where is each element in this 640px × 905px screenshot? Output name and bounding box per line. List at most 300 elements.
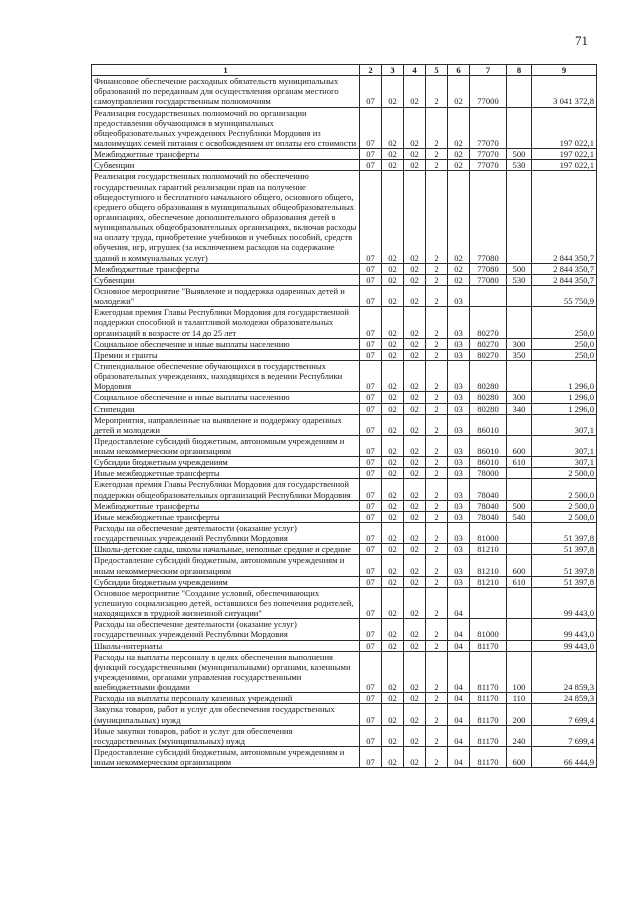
cell-subsection: 02 [382,349,404,360]
cell-expense-type: 300 [507,392,532,403]
cell-program: 02 [404,619,426,640]
cell-amount: 2 500,0 [532,511,597,522]
cell-description: Субсидии бюджетным учреждениям [92,457,360,468]
cell-amount: 55 750,9 [532,285,597,306]
cell-description: Премии и гранты [92,349,360,360]
cell-subsection: 02 [382,160,404,171]
cell-program: 02 [404,403,426,414]
table-row [92,457,597,468]
cell-expense-type: 300 [507,338,532,349]
cell-description: Межбюджетные трансферты [92,500,360,511]
cell-section: 07 [360,619,382,640]
cell-program: 02 [404,544,426,555]
cell-amount: 250,0 [532,338,597,349]
cell-subsection: 02 [382,555,404,576]
cell-direction: 80280 [470,392,507,403]
table-row [92,576,597,587]
budget-table [91,64,597,768]
cell-event: 04 [448,587,470,618]
cell-amount: 24 859,3 [532,693,597,704]
cell-section: 07 [360,76,382,107]
cell-program: 02 [404,576,426,587]
cell-expense-type [507,76,532,107]
cell-program: 02 [404,149,426,160]
cell-expense-type [507,619,532,640]
cell-direction: 77080 [470,274,507,285]
cell-subsection: 02 [382,725,404,746]
cell-expense-type [507,307,532,338]
cell-subprogram: 2 [426,107,448,149]
cell-subsection: 02 [382,274,404,285]
cell-expense-type: 200 [507,704,532,725]
cell-event: 03 [448,468,470,479]
cell-subprogram: 2 [426,555,448,576]
cell-description: Реализация государственных полномочий по обеспечению государственных гарантий реализации прав на получение общедоступного и бесплатного начального общего, основного общего, среднего общего образования в муниципальных общеобразовательных организациях, обеспечение дополнительного образования детей в муниципальных общеобразовательных организациях, включая расходы на оплату труда, приобретение учебников и учебных пособий, средств обучения, игр, игрушек (за исключением расходов на содержание зданий и коммунальных услуг) [92,171,360,263]
cell-subprogram: 2 [426,414,448,435]
cell-program: 02 [404,263,426,274]
cell-direction: 81000 [470,619,507,640]
cell-subsection: 02 [382,587,404,618]
cell-event: 03 [448,349,470,360]
cell-event: 03 [448,500,470,511]
cell-expense-type [507,587,532,618]
cell-direction [470,285,507,306]
header-cell: 9 [532,65,597,76]
table-row [92,544,597,555]
table-row [92,149,597,160]
table-row [92,349,597,360]
cell-subprogram: 2 [426,76,448,107]
cell-section: 07 [360,360,382,391]
cell-subprogram: 2 [426,693,448,704]
cell-expense-type: 610 [507,457,532,468]
cell-event: 04 [448,704,470,725]
cell-event: 03 [448,360,470,391]
header-cell: 5 [426,65,448,76]
cell-subsection: 02 [382,693,404,704]
cell-description: Мероприятия, направленные на выявление и поддержку одаренных детей и молодежи [92,414,360,435]
cell-amount: 197 022,1 [532,107,597,149]
cell-direction [470,587,507,618]
cell-event: 03 [448,555,470,576]
cell-subsection: 02 [382,619,404,640]
header-cell: 6 [448,65,470,76]
cell-expense-type: 340 [507,403,532,414]
cell-subsection: 02 [382,640,404,651]
cell-section: 07 [360,435,382,456]
table-row [92,640,597,651]
cell-program: 02 [404,414,426,435]
cell-expense-type [507,171,532,263]
cell-section: 07 [360,149,382,160]
cell-expense-type: 600 [507,747,532,768]
cell-event: 03 [448,511,470,522]
cell-program: 02 [404,107,426,149]
cell-event: 03 [448,307,470,338]
cell-program: 02 [404,587,426,618]
cell-direction: 81000 [470,523,507,544]
cell-section: 07 [360,479,382,500]
cell-expense-type: 600 [507,435,532,456]
cell-direction: 80270 [470,349,507,360]
cell-description: Субвенции [92,160,360,171]
table-row [92,360,597,391]
cell-event: 03 [448,479,470,500]
cell-subsection: 02 [382,544,404,555]
cell-subsection: 02 [382,107,404,149]
cell-program: 02 [404,640,426,651]
cell-description: Субсидии бюджетным учреждениям [92,576,360,587]
cell-amount: 99 443,0 [532,640,597,651]
header-cell: 4 [404,65,426,76]
cell-section: 07 [360,500,382,511]
cell-subsection: 02 [382,576,404,587]
cell-subsection: 02 [382,360,404,391]
cell-direction: 86010 [470,457,507,468]
cell-subsection: 02 [382,523,404,544]
cell-event: 03 [448,457,470,468]
cell-event: 03 [448,285,470,306]
cell-direction: 77080 [470,263,507,274]
cell-description: Основное мероприятие "Выявление и поддержка одаренных детей и молодежи" [92,285,360,306]
cell-direction: 80280 [470,360,507,391]
table-row [92,523,597,544]
cell-subprogram: 2 [426,160,448,171]
cell-amount: 2 500,0 [532,479,597,500]
cell-expense-type [507,360,532,391]
cell-subprogram: 2 [426,149,448,160]
cell-section: 07 [360,274,382,285]
cell-subsection: 02 [382,307,404,338]
cell-section: 07 [360,544,382,555]
cell-program: 02 [404,725,426,746]
cell-section: 07 [360,414,382,435]
cell-subsection: 02 [382,403,404,414]
cell-subsection: 02 [382,76,404,107]
cell-description: Школы-детские сады, школы начальные, неполные средние и средние [92,544,360,555]
cell-section: 07 [360,523,382,544]
cell-event: 02 [448,171,470,263]
table-row [92,704,597,725]
cell-section: 07 [360,285,382,306]
cell-subsection: 02 [382,457,404,468]
cell-section: 07 [360,338,382,349]
cell-program: 02 [404,160,426,171]
cell-subprogram: 2 [426,171,448,263]
cell-amount: 307,1 [532,414,597,435]
cell-amount: 250,0 [532,307,597,338]
cell-direction: 78040 [470,500,507,511]
cell-event: 02 [448,76,470,107]
cell-expense-type [507,544,532,555]
header-cell: 2 [360,65,382,76]
cell-event: 03 [448,392,470,403]
cell-section: 07 [360,640,382,651]
cell-subprogram: 2 [426,544,448,555]
cell-description: Финансовое обеспечение расходных обязательств муниципальных образований по переданным для осуществления органам местного самоуправления государственным полномочиям [92,76,360,107]
cell-description: Субвенции [92,274,360,285]
cell-amount: 66 444,9 [532,747,597,768]
header-row [92,65,597,76]
cell-description: Закупка товаров, работ и услуг для обеспечения государственных (муниципальных) нужд [92,704,360,725]
cell-event: 02 [448,263,470,274]
cell-subsection: 02 [382,468,404,479]
table-row [92,747,597,768]
cell-subprogram: 2 [426,457,448,468]
table-row [92,500,597,511]
cell-event: 04 [448,725,470,746]
header-cell: 1 [92,65,360,76]
cell-amount: 7 699,4 [532,704,597,725]
cell-amount: 51 397,8 [532,544,597,555]
cell-event: 03 [448,435,470,456]
cell-direction: 77000 [470,76,507,107]
cell-description: Иные межбюджетные трансферты [92,468,360,479]
cell-program: 02 [404,555,426,576]
cell-expense-type [507,640,532,651]
cell-event: 04 [448,640,470,651]
cell-section: 07 [360,171,382,263]
cell-amount: 2 844 350,7 [532,171,597,263]
cell-subprogram: 2 [426,403,448,414]
cell-subsection: 02 [382,338,404,349]
cell-program: 02 [404,285,426,306]
table-row [92,392,597,403]
table-row [92,263,597,274]
cell-description: Предоставление субсидий бюджетным, автономным учреждениям и иным некоммерческим организациям [92,747,360,768]
cell-expense-type: 240 [507,725,532,746]
table-row [92,555,597,576]
cell-subsection: 02 [382,511,404,522]
cell-subprogram: 2 [426,704,448,725]
cell-expense-type [507,468,532,479]
cell-program: 02 [404,479,426,500]
cell-amount: 24 859,3 [532,651,597,693]
cell-amount: 1 296,0 [532,392,597,403]
cell-amount: 2 844 350,7 [532,274,597,285]
cell-event: 04 [448,619,470,640]
cell-description: Иные закупки товаров, работ и услуг для обеспечения государственных (муниципальных) нужд [92,725,360,746]
cell-description: Социальное обеспечение и иные выплаты населению [92,392,360,403]
cell-subprogram: 2 [426,640,448,651]
cell-direction: 81170 [470,725,507,746]
cell-section: 07 [360,263,382,274]
cell-description: Предоставление субсидий бюджетным, автономным учреждениям и иным некоммерческим организациям [92,555,360,576]
cell-event: 03 [448,403,470,414]
cell-subprogram: 2 [426,360,448,391]
cell-subprogram: 2 [426,392,448,403]
cell-section: 07 [360,307,382,338]
cell-expense-type: 530 [507,160,532,171]
table-body [92,65,597,768]
cell-expense-type: 350 [507,349,532,360]
cell-expense-type [507,479,532,500]
cell-expense-type: 500 [507,149,532,160]
cell-program: 02 [404,704,426,725]
cell-subsection: 02 [382,651,404,693]
cell-section: 07 [360,403,382,414]
cell-expense-type: 540 [507,511,532,522]
cell-subprogram: 2 [426,725,448,746]
cell-subprogram: 2 [426,511,448,522]
cell-subprogram: 2 [426,747,448,768]
cell-program: 02 [404,338,426,349]
cell-amount: 51 397,8 [532,523,597,544]
cell-amount: 2 844 350,7 [532,263,597,274]
cell-amount: 7 699,4 [532,725,597,746]
cell-description: Основное мероприятие "Создание условий, обеспечивающих успешную социализацию детей, оставшихся без попечения родителей, находящихся в трудной жизненной ситуации" [92,587,360,618]
cell-event: 03 [448,576,470,587]
cell-expense-type: 600 [507,555,532,576]
cell-direction: 78040 [470,479,507,500]
cell-subprogram: 2 [426,651,448,693]
cell-program: 02 [404,651,426,693]
table-row [92,587,597,618]
cell-subprogram: 2 [426,274,448,285]
cell-section: 07 [360,747,382,768]
cell-amount: 51 397,8 [532,555,597,576]
cell-event: 03 [448,544,470,555]
cell-direction: 81170 [470,747,507,768]
cell-amount: 307,1 [532,457,597,468]
cell-section: 07 [360,349,382,360]
cell-expense-type: 500 [507,263,532,274]
cell-expense-type [507,285,532,306]
cell-section: 07 [360,468,382,479]
cell-description: Предоставление субсидий бюджетным, автономным учреждениям и иным некоммерческим организациям [92,435,360,456]
cell-description: Стипендии [92,403,360,414]
cell-direction: 77070 [470,107,507,149]
cell-event: 02 [448,107,470,149]
cell-description: Ежегодная премия Главы Республики Мордовия для государственной поддержки способной и талантливой молодежи образовательных организаций в возрасте от 14 до 25 лет [92,307,360,338]
cell-section: 07 [360,704,382,725]
cell-program: 02 [404,274,426,285]
cell-direction: 81170 [470,651,507,693]
table-row [92,274,597,285]
cell-subprogram: 2 [426,587,448,618]
cell-program: 02 [404,171,426,263]
cell-expense-type: 110 [507,693,532,704]
cell-subprogram: 2 [426,619,448,640]
cell-event: 04 [448,693,470,704]
cell-section: 07 [360,511,382,522]
cell-description: Ежегодная премия Главы Республики Мордовия для государственной поддержки общеобразовательных организаций Республики Мордовия [92,479,360,500]
cell-subprogram: 2 [426,338,448,349]
table-row [92,651,597,693]
cell-subprogram: 2 [426,349,448,360]
table-row [92,414,597,435]
cell-description: Иные межбюджетные трансферты [92,511,360,522]
cell-event: 04 [448,747,470,768]
cell-subprogram: 2 [426,576,448,587]
cell-amount: 2 500,0 [532,500,597,511]
table-row [92,693,597,704]
cell-description: Расходы на выплаты персоналу казенных учреждений [92,693,360,704]
cell-program: 02 [404,693,426,704]
cell-program: 02 [404,360,426,391]
cell-direction: 81210 [470,576,507,587]
cell-description: Школы-интернаты [92,640,360,651]
cell-section: 07 [360,576,382,587]
table-row [92,725,597,746]
header-cell: 7 [470,65,507,76]
cell-direction: 81210 [470,555,507,576]
cell-direction: 86010 [470,414,507,435]
cell-direction: 78040 [470,511,507,522]
cell-section: 07 [360,107,382,149]
cell-subprogram: 2 [426,263,448,274]
table-row [92,511,597,522]
cell-expense-type: 530 [507,274,532,285]
cell-section: 07 [360,457,382,468]
header-cell: 8 [507,65,532,76]
cell-direction: 77080 [470,171,507,263]
cell-subprogram: 2 [426,523,448,544]
cell-program: 02 [404,500,426,511]
cell-amount: 197 022,1 [532,160,597,171]
cell-program: 02 [404,76,426,107]
cell-event: 02 [448,149,470,160]
cell-subprogram: 2 [426,307,448,338]
cell-direction: 80280 [470,403,507,414]
table-row [92,338,597,349]
cell-program: 02 [404,523,426,544]
cell-subsection: 02 [382,500,404,511]
cell-subsection: 02 [382,171,404,263]
cell-direction: 81170 [470,704,507,725]
cell-amount: 3 041 372,8 [532,76,597,107]
cell-program: 02 [404,349,426,360]
cell-program: 02 [404,457,426,468]
cell-expense-type: 610 [507,576,532,587]
cell-section: 07 [360,160,382,171]
cell-direction: 80270 [470,338,507,349]
cell-event: 02 [448,160,470,171]
cell-subprogram: 2 [426,435,448,456]
cell-section: 07 [360,725,382,746]
cell-description: Межбюджетные трансферты [92,263,360,274]
cell-description: Расходы на обеспечение деятельности (оказание услуг) государственных учреждений Республики Мордовия [92,523,360,544]
table-row [92,479,597,500]
header-cell: 3 [382,65,404,76]
cell-direction: 78000 [470,468,507,479]
table-row [92,468,597,479]
table-row [92,619,597,640]
table-row [92,171,597,263]
cell-subsection: 02 [382,414,404,435]
cell-event: 02 [448,274,470,285]
cell-amount: 1 296,0 [532,403,597,414]
cell-program: 02 [404,468,426,479]
cell-subsection: 02 [382,149,404,160]
table-row [92,307,597,338]
cell-subsection: 02 [382,263,404,274]
cell-section: 07 [360,555,382,576]
cell-direction: 81170 [470,640,507,651]
cell-program: 02 [404,392,426,403]
table-row [92,160,597,171]
cell-expense-type: 100 [507,651,532,693]
cell-subsection: 02 [382,435,404,456]
cell-direction: 81170 [470,693,507,704]
table-row [92,285,597,306]
cell-description: Расходы на выплаты персоналу в целях обеспечения выполнения функций государственными (муниципальными) органами, казенными учреждениями, органами управления государственными внебюджетными фондами [92,651,360,693]
table-row [92,107,597,149]
cell-description: Реализация государственных полномочий по организации предоставления обучающимся в муниципальных общеобразовательных учреждениях Республики Мордовия из малоимущих семей питания с освобождением от оплаты его стоимости [92,107,360,149]
cell-description: Социальное обеспечение и иные выплаты населению [92,338,360,349]
cell-expense-type [507,523,532,544]
cell-program: 02 [404,435,426,456]
